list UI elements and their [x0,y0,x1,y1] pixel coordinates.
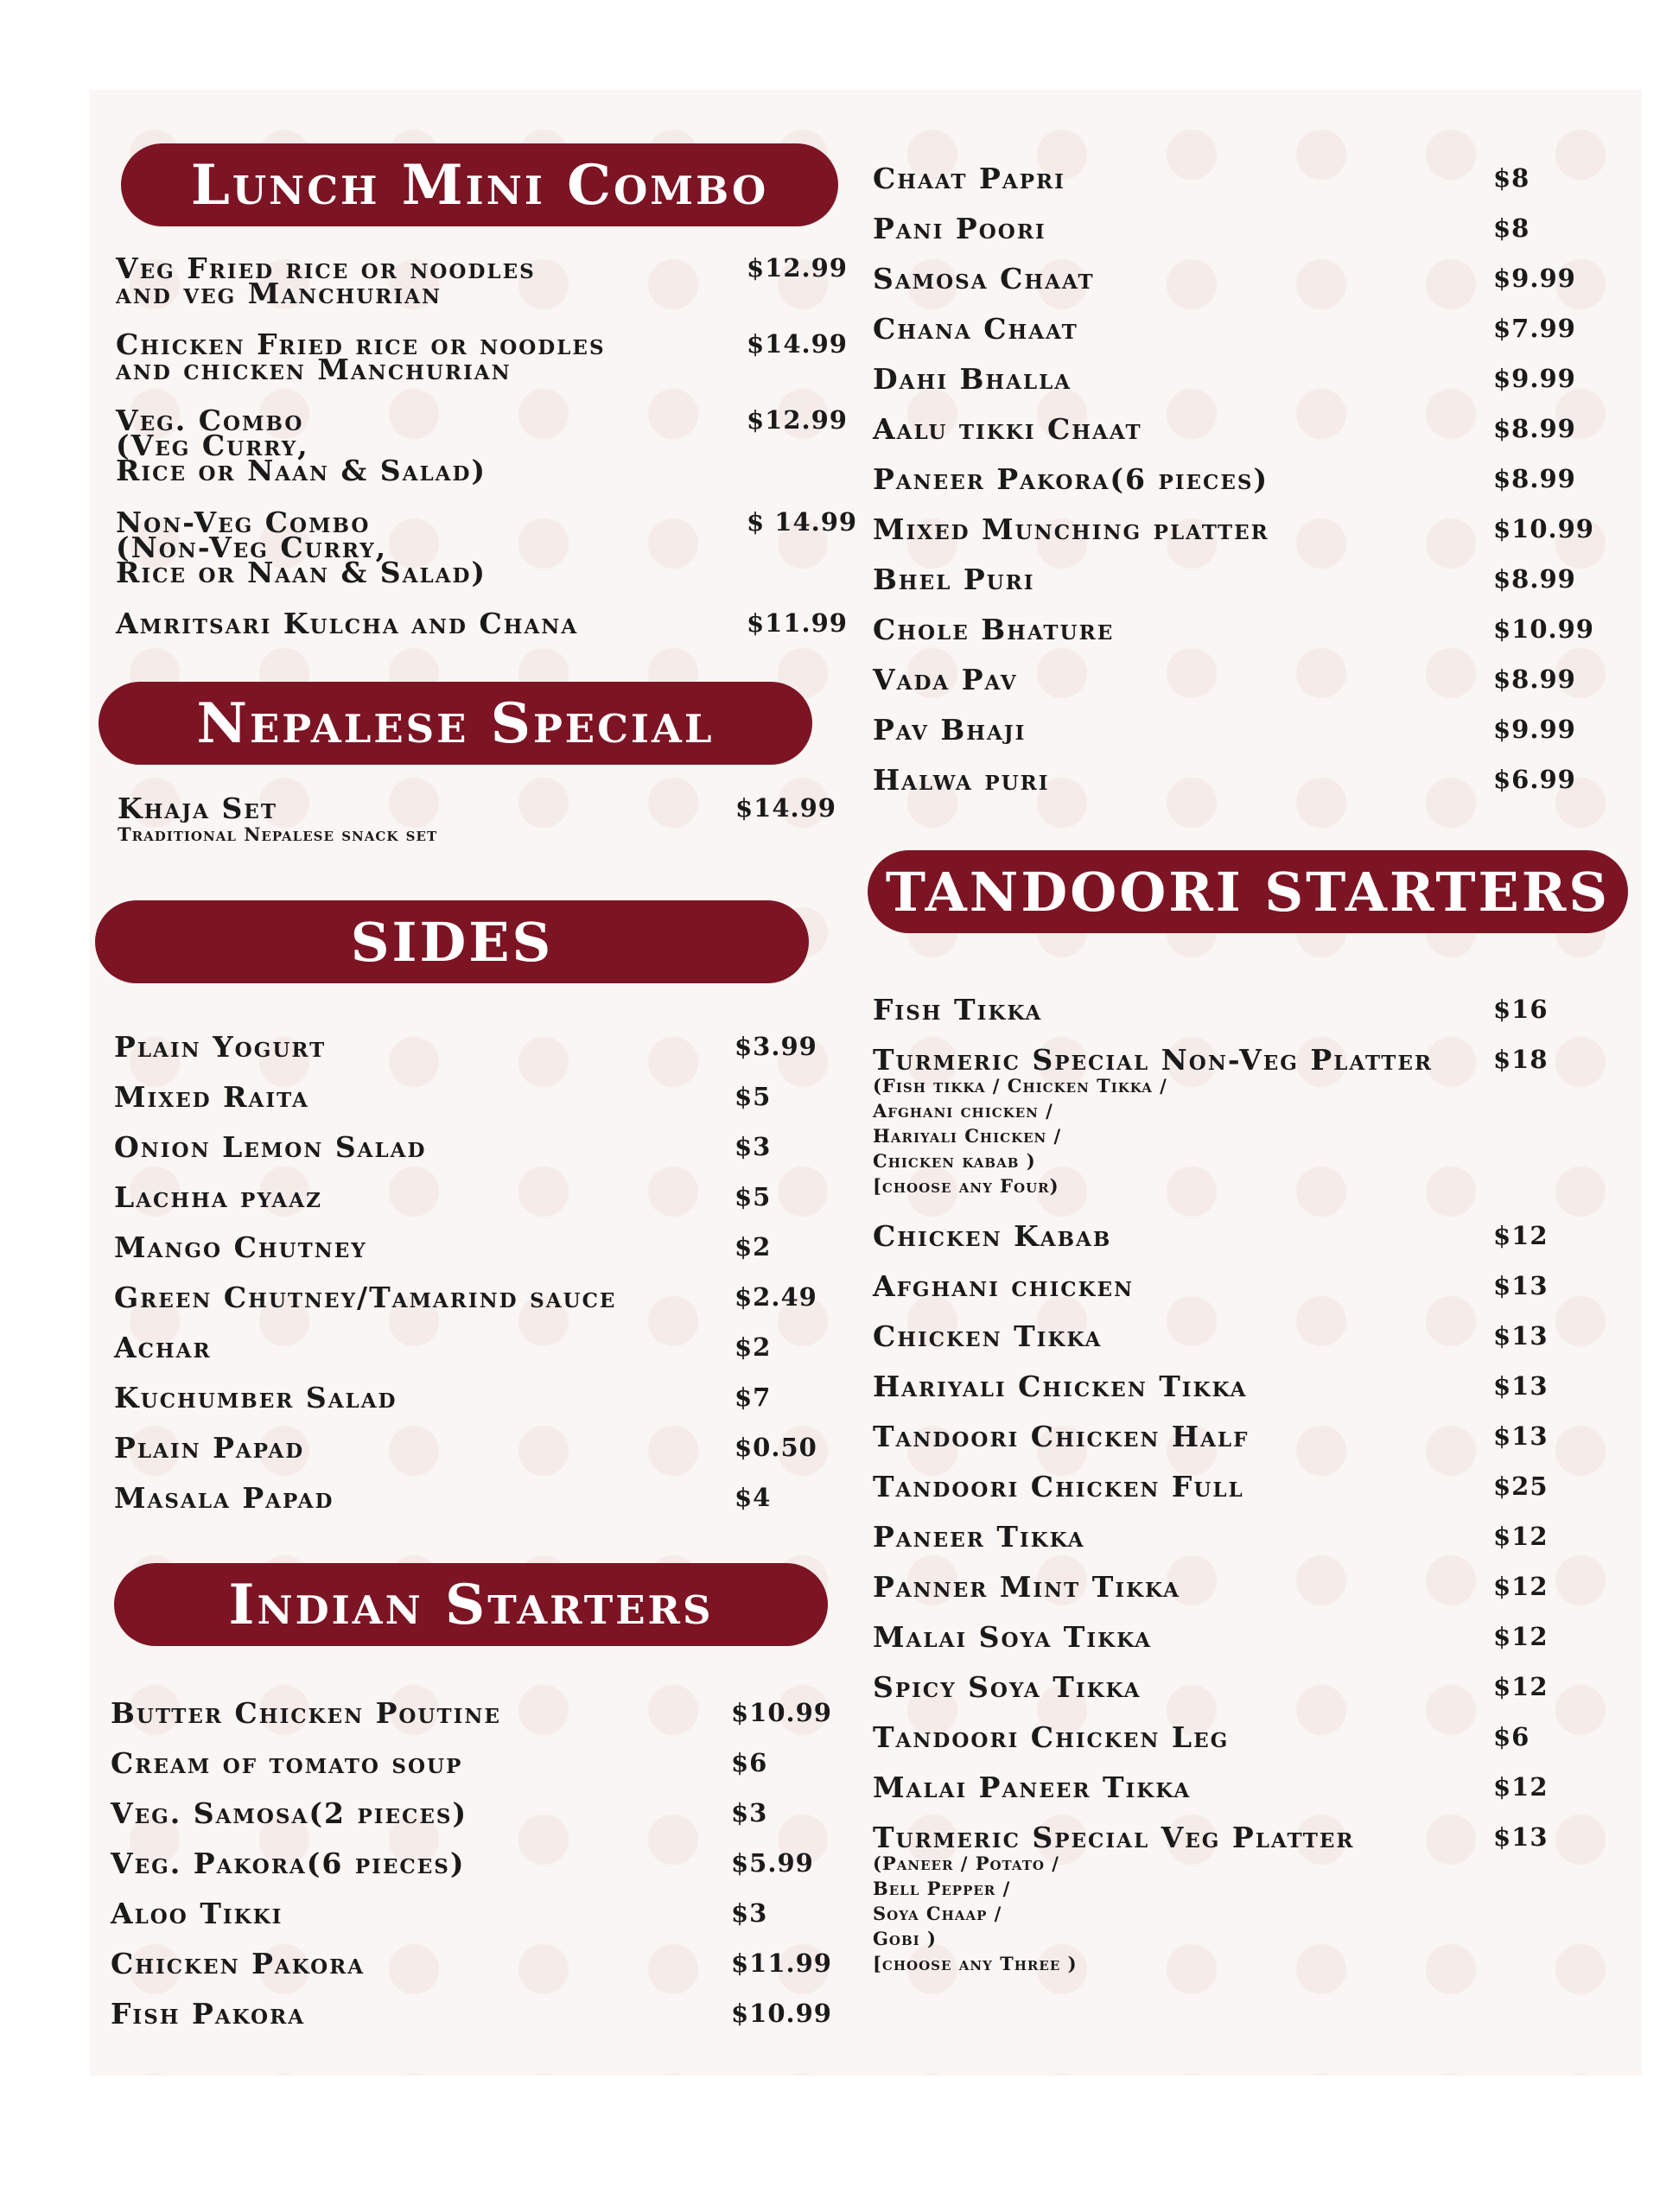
item-price: $12 [1493,1221,1549,1250]
item-name: Chicken Pakora [111,1947,366,1980]
item-price: $3 [731,1798,768,1827]
item-price: $2 [735,1232,772,1262]
item-name: Chicken Fried rice or noodles and chicken Manchurian [116,327,606,386]
item-price: $13 [1493,1822,1549,1852]
item-name: Hariyali Chicken Tikka [873,1370,1248,1403]
item-price: $12 [1493,1572,1549,1601]
item-name: Paneer Pakora(6 pieces) [873,462,1269,496]
item-price: $8.99 [1493,564,1576,594]
item-name: Vada Pav [873,663,1018,696]
item-price: $6.99 [1493,765,1576,794]
item-price: $2 [735,1332,772,1362]
item-price: $14.99 [735,793,836,823]
item-name: Cream of tomato soup [111,1746,463,1780]
item-name: Pani Poori [873,212,1046,245]
item-price: $5 [735,1182,772,1211]
lunch-mini-combo-title: Lunch Mini Combo [190,152,769,218]
item-price: $10.99 [731,1999,832,2028]
item-name: Samosa Chaat [873,262,1095,296]
menu-page [90,90,1642,2075]
item-name: Afghani chicken [873,1269,1135,1303]
item-price: $12.99 [747,253,848,283]
item-name: Spicy Soya Tikka [873,1670,1142,1704]
item-price: $3 [735,1132,772,1161]
indian-starters-title: Indian Starters [228,1572,714,1637]
item-name: Tandoori Chicken Half [873,1420,1250,1453]
sides-banner [95,900,809,983]
item-name: Paneer Tikka [873,1520,1085,1554]
item-name: Fish Tikka [873,993,1043,1027]
item-price: $10.99 [1493,614,1594,644]
item-price: $4 [735,1483,772,1512]
item-name: Dahi Bhalla [873,362,1072,396]
item-description: (Paneer / Potato / Bell Pepper / Soya Chaap / Gobi ) [choose any Three ) [873,1853,1078,1974]
item-price: $5.99 [731,1848,814,1878]
item-name: Masala Papad [114,1481,334,1515]
item-name: Amritsari Kulcha and Chana [116,607,579,640]
item-price: $2.49 [735,1282,817,1312]
item-name: Plain Papad [114,1431,305,1465]
item-name: Mango Chutney [114,1230,367,1264]
item-name: Malai Paneer Tikka [873,1770,1192,1804]
item-name: Turmeric Special Veg Platter [873,1821,1355,1854]
item-name: Chicken Tikka [873,1319,1103,1353]
item-price: $11.99 [731,1948,832,1978]
item-price: $13 [1493,1271,1549,1300]
right-column [873,90,1642,2075]
item-price: $10.99 [1493,514,1594,543]
item-price: $13 [1493,1321,1549,1351]
item-name: Veg. Combo (Veg Curry, Rice or Naan & Salad) [116,404,487,487]
item-name: Mixed Munching platter [873,512,1269,546]
nepalese-special-banner [99,682,812,765]
item-name: Fish Pakora [111,1997,306,2031]
item-price: $18 [1493,1045,1549,1074]
item-price: $6 [731,1748,768,1777]
item-name: Chaat Papri [873,162,1065,195]
item-name: Aloo Tikki [111,1897,283,1930]
item-price: $14.99 [747,329,848,359]
item-price: $12 [1493,1522,1549,1551]
sides-title: SIDES [350,910,554,974]
item-name: Lachha pyaaz [114,1180,322,1214]
item-price: $3.99 [735,1032,817,1061]
item-price: $6 [1493,1722,1530,1751]
item-price: $3 [731,1898,768,1928]
item-name: Veg Fried rice or noodles and veg Manchurian [116,251,536,310]
item-price: $12.99 [747,405,848,435]
item-name: Veg. Pakora(6 pieces) [111,1847,466,1880]
item-price: $12 [1493,1622,1549,1651]
item-name: Tandoori Chicken Leg [873,1720,1230,1754]
item-price: $9.99 [1493,364,1576,393]
item-price: $13 [1493,1371,1549,1401]
item-name: Chicken Kabab [873,1219,1112,1253]
item-name: Pav Bhaji [873,713,1027,747]
item-name: Achar [114,1331,212,1364]
item-price: $9.99 [1493,715,1576,744]
item-price: $16 [1493,995,1549,1024]
item-name: Onion Lemon Salad [114,1130,427,1164]
item-name: Non-Veg Combo (Non-Veg Curry, Rice or Naan & Salad) [116,505,487,589]
item-price: $8.99 [1493,414,1576,443]
item-price: $0.50 [735,1433,817,1462]
item-name: Halwa puri [873,763,1050,797]
item-price: $8 [1493,163,1530,193]
item-price: $8.99 [1493,664,1576,694]
item-name: Bhel Puri [873,563,1035,596]
item-name: Veg. Samosa(2 pieces) [111,1796,468,1830]
tandoori-starters-title: TANDOORI STARTERS [885,860,1611,924]
item-price: $8 [1493,213,1530,243]
item-price: $10.99 [731,1698,832,1727]
item-price: $8.99 [1493,464,1576,493]
item-name: Butter Chicken Poutine [111,1696,501,1730]
item-price: $25 [1493,1471,1549,1501]
item-price: $7.99 [1493,314,1576,343]
item-price: $12 [1493,1672,1549,1701]
lunch-mini-combo-banner [121,143,838,226]
item-description: (Fish tikka / Chicken Tikka / Afghani chicken / Hariyali Chicken / Chicken kabab ) [choose any Four) [873,1075,1167,1197]
item-name: Green Chutney/Tamarind sauce [114,1281,617,1314]
item-name: Aalu tikki Chaat [873,412,1142,446]
indian-starters-banner [114,1563,828,1646]
tandoori-starters-banner [868,850,1628,933]
item-price: $7 [735,1382,772,1412]
nepalese-special-title: Nepalese Special [196,690,715,756]
item-name: Plain Yogurt [114,1030,327,1064]
item-name: Malai Soya Tikka [873,1620,1152,1654]
item-name: Panner Mint Tikka [873,1570,1180,1604]
item-name: Khaja Set [118,791,277,825]
item-name: Turmeric Special Non-Veg Platter [873,1043,1434,1077]
item-price: $13 [1493,1421,1549,1451]
item-price: $9.99 [1493,264,1576,293]
item-name: Tandoori Chicken Full [873,1470,1244,1503]
item-name: Kuchumber Salad [114,1381,398,1414]
item-name: Mixed Raita [114,1080,309,1114]
item-price: $5 [735,1082,772,1111]
item-price: $12 [1493,1772,1549,1802]
left-column [90,90,868,2075]
item-name: Chole Bhature [873,613,1115,646]
item-price: $11.99 [747,608,848,638]
item-price: $ 14.99 [747,507,858,537]
item-name: Chana Chaat [873,312,1078,346]
item-description: Traditional Nepalese snack set [118,823,438,845]
